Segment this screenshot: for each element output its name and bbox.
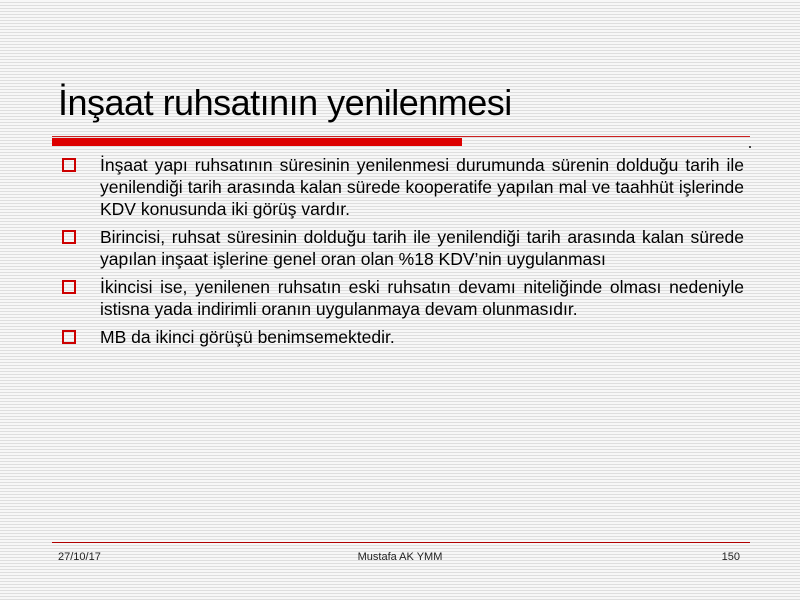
slide-title: İnşaat ruhsatının yenilenmesi: [58, 82, 512, 123]
bullet-item-1: [60, 154, 744, 220]
bullet-text: Birincisi, ruhsat süresinin dolduğu tarih ile yenilendiği tarih arasında kalan sürede yapılan inşaat işlerine genel oran olan %18 KDV’nin uygulanması: [100, 227, 744, 269]
footer-date: 27/10/17: [58, 551, 101, 563]
bullet-item-4: [60, 326, 744, 348]
bullet-item-3: [60, 276, 744, 320]
bullet-item-2: [60, 226, 744, 270]
bullet-square-icon: [62, 158, 76, 172]
bullet-text: MB da ikinci görüşü benimsemektedir.: [100, 327, 395, 347]
bullet-square-icon: [62, 230, 76, 244]
footer-divider: [52, 542, 750, 543]
bullet-text: İnşaat yapı ruhsatının süresinin yenilenmesi durumunda sürenin dolduğu tarih ile yenilendiği tarih arasında kalan sürede kooperatife yapılan mal ve taahhüt işlerinde KDV konusunda iki görüş vardır.: [100, 155, 744, 219]
bullet-square-icon: [62, 330, 76, 344]
bullet-list: [60, 154, 744, 354]
title-underline-thin: [52, 136, 750, 137]
page-number: 150: [721, 551, 740, 563]
rule-end-dot: [749, 146, 751, 148]
bullet-text: İkincisi ise, yenilenen ruhsatın eski ruhsatın devamı niteliğinde olması nedeniyle istisna yada indirimli oranın uygulanmaya devam olunmasıdır.: [100, 277, 744, 319]
footer-author: Mustafa AK YMM: [357, 551, 443, 563]
bullet-square-icon: [62, 280, 76, 294]
title-underline-accent: [52, 138, 462, 146]
